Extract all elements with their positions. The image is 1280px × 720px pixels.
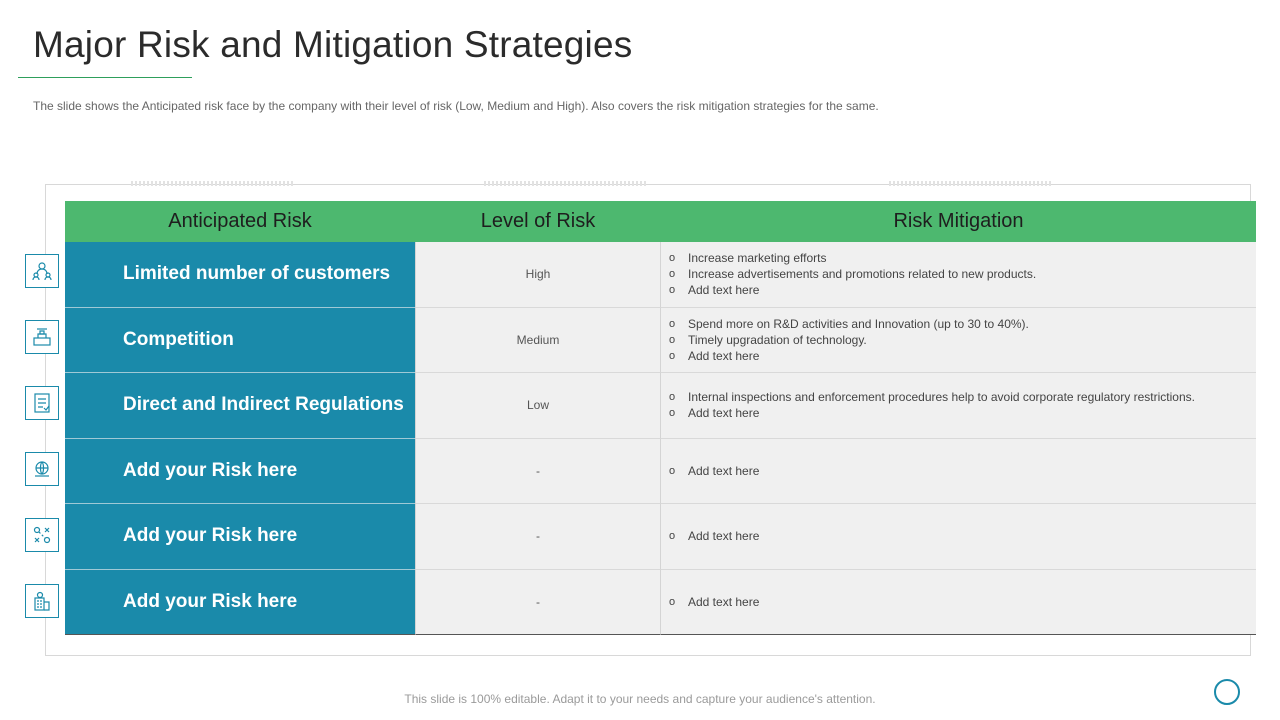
table-row (65, 439, 1256, 505)
mitigation-item (669, 463, 1256, 479)
risk-name-cell: Add your Risk here (65, 570, 415, 636)
bullet-marker: o (669, 464, 676, 477)
strategy-map-icon (25, 518, 59, 552)
risk-level-cell: - (415, 439, 661, 505)
risk-level-cell: High (415, 242, 661, 308)
risk-level-cell: - (415, 504, 661, 570)
building-risk-icon (25, 584, 59, 618)
mitigation-text: Add text here (688, 529, 760, 544)
mitigation-text: Spend more on R&D activities and Innovation (up to 30 to 40%). (688, 316, 1029, 331)
mitigation-text: Add text here (688, 463, 760, 478)
circle-icon (1214, 679, 1240, 705)
mitigation-item (669, 250, 1256, 266)
mitigation-cell (661, 504, 1256, 570)
bullet-marker: o (669, 349, 676, 362)
mitigation-cell (661, 439, 1256, 505)
footer-note: This slide is 100% editable. Adapt it to your needs and capture your audience's attention. (404, 692, 876, 706)
table-body (65, 242, 1256, 635)
risk-level-cell: Medium (415, 308, 661, 374)
bullet-marker: o (669, 252, 676, 265)
mitigation-text: Add text here (688, 594, 760, 609)
page-title: Major Risk and Mitigation Strategies (33, 24, 633, 65)
frame-decoration (131, 181, 295, 186)
mitigation-cell (661, 308, 1256, 374)
mitigation-item (669, 389, 1256, 405)
bullet-marker: o (669, 317, 676, 330)
header-risk-mitigation: Risk Mitigation (893, 210, 1024, 232)
table-row (65, 242, 1256, 308)
table-row (65, 504, 1256, 570)
table-row (65, 570, 1256, 636)
table-row (65, 373, 1256, 439)
bullet-marker: o (669, 391, 676, 404)
risk-name-cell: Direct and Indirect Regulations (65, 373, 415, 439)
slide-description: The slide shows the Anticipated risk face by the company with their level of risk (Low, Medium and High). Also covers the risk mitigation strategies for the same. (33, 99, 879, 113)
mitigation-item (669, 348, 1256, 364)
mitigation-item (669, 528, 1256, 544)
mitigation-cell (661, 242, 1256, 308)
bullet-marker: o (669, 595, 676, 608)
risk-name-cell: Limited number of customers (65, 242, 415, 308)
mitigation-item (669, 332, 1256, 348)
bullet-marker: o (669, 407, 676, 420)
bullet-marker: o (669, 268, 676, 281)
risk-name-cell: Add your Risk here (65, 439, 415, 505)
frame-decoration (889, 181, 1053, 186)
risk-table (65, 201, 1256, 635)
mitigation-cell (661, 373, 1256, 439)
mitigation-text: Add text here (688, 348, 760, 363)
bullet-marker: o (669, 530, 676, 543)
mitigation-cell (661, 570, 1256, 636)
regulation-document-icon (25, 386, 59, 420)
mitigation-text: Increase marketing efforts (688, 251, 827, 266)
title-underline (18, 77, 192, 78)
team-icon (25, 254, 59, 288)
table-header (65, 201, 1256, 242)
mitigation-item (669, 266, 1256, 282)
mitigation-text: Add text here (688, 406, 760, 421)
mitigation-item (669, 405, 1256, 421)
table-row (65, 308, 1256, 374)
mitigation-text: Internal inspections and enforcement procedures help to avoid corporate regulatory restrictions. (688, 390, 1195, 405)
trophy-podium-icon (25, 320, 59, 354)
header-level-of-risk: Level of Risk (480, 210, 596, 232)
frame-decoration (484, 181, 648, 186)
mitigation-text: Increase advertisements and promotions related to new products. (688, 267, 1037, 282)
global-risk-icon (25, 452, 59, 486)
bullet-marker: o (669, 333, 676, 346)
mitigation-item (669, 316, 1256, 332)
risk-name-cell: Add your Risk here (65, 504, 415, 570)
risk-name-cell: Competition (65, 308, 415, 374)
header-anticipated-risk: Anticipated Risk (168, 210, 312, 232)
mitigation-text: Timely upgradation of technology. (688, 332, 867, 347)
risk-level-cell: Low (415, 373, 661, 439)
mitigation-text: Add text here (688, 283, 760, 298)
mitigation-item (669, 282, 1256, 298)
risk-level-cell: - (415, 570, 661, 636)
mitigation-item (669, 594, 1256, 610)
bullet-marker: o (669, 284, 676, 297)
